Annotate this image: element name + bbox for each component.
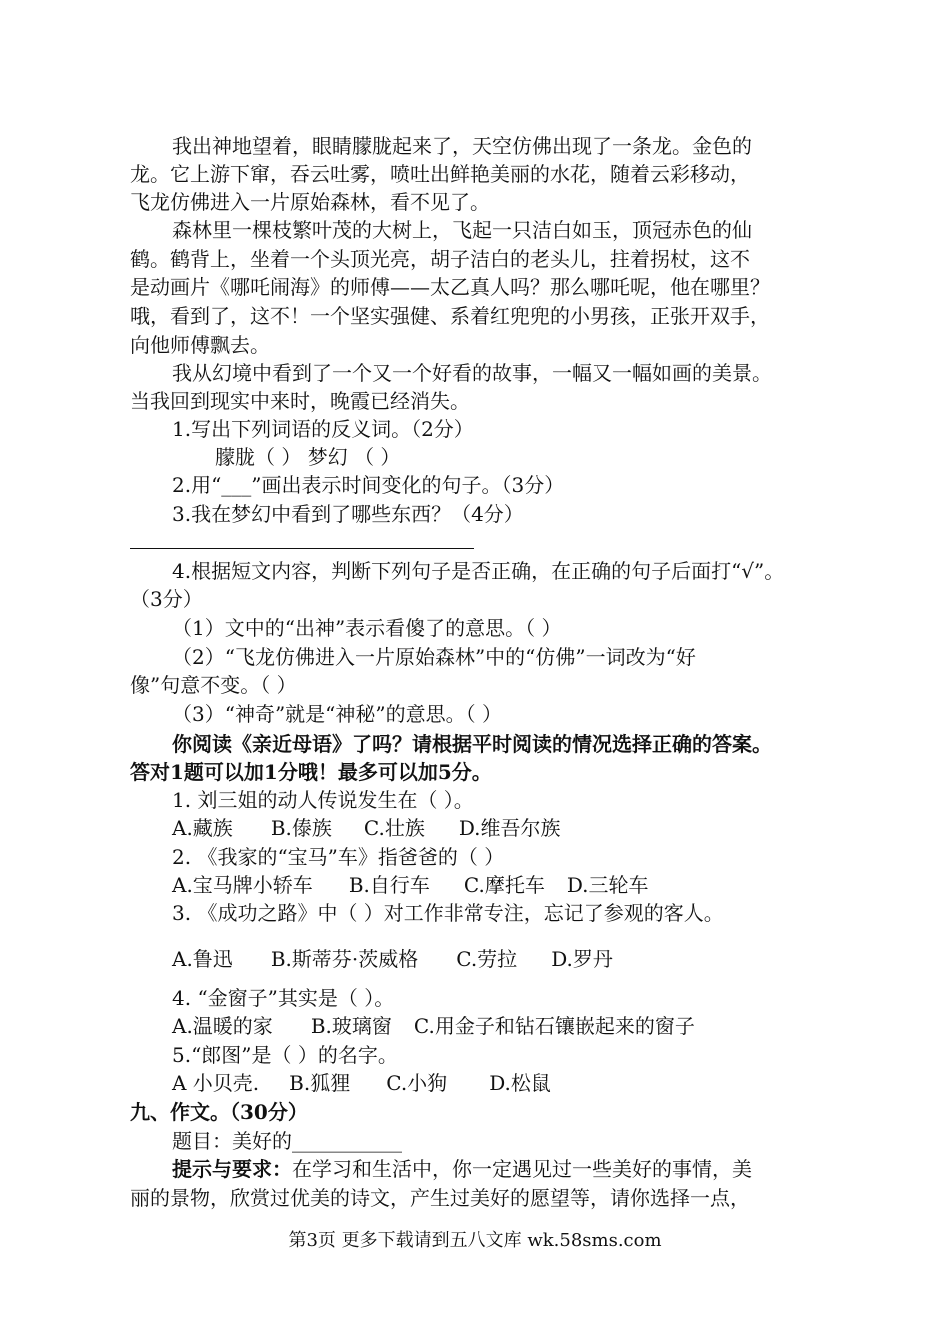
composition-title: 题目：美好的___________ — [172, 1129, 402, 1153]
option: C.摩托车 — [463, 873, 545, 897]
option: C.小狗 — [386, 1071, 448, 1095]
question-1: 1.写出下列词语的反义词。（2分） — [172, 417, 474, 441]
passage-line: 龙。它上游下窜，吞云吐雾，喷吐出鲜艳美丽的水花，随着云彩移动， — [130, 162, 750, 186]
requirements-label: 提示与要求： — [172, 1157, 292, 1181]
bonus-options — [172, 1012, 695, 1040]
question-3: 3.我在梦幻中看到了哪些东西？（4分） — [172, 502, 524, 526]
question-4-item: （2）“飞龙仿佛进入一片原始森林”中的“仿佛”一词改为“好 — [172, 645, 696, 669]
option: C.劳拉 — [456, 947, 518, 971]
composition-requirements: 丽的景物，欣赏过优美的诗文，产生过美好的愿望等，请你选择一点， — [130, 1186, 750, 1210]
option: D.罗丹 — [551, 947, 613, 971]
option: B.自行车 — [348, 873, 430, 897]
bonus-question: 5.“郎图”是（ ）的名字。 — [172, 1043, 398, 1067]
passage-line: 当我回到现实中来时，晚霞已经消失。 — [130, 389, 470, 413]
requirements-text: 在学习和生活中，你一定遇见过一些美好的事情，美 — [292, 1157, 752, 1181]
bonus-options — [172, 945, 613, 973]
bonus-intro: 答对1题可以加1分哦！最多可以加5分。 — [130, 760, 492, 784]
passage-line: 哦，看到了，这不！一个坚实强健、系着红兜兜的小男孩，正张开双手， — [130, 304, 770, 328]
question-2: 2.用“___”画出表示时间变化的句子。（3分） — [172, 473, 565, 497]
bonus-options — [172, 814, 561, 842]
passage-line: 森林里一棵枝繁叶茂的大树上，飞起一只洁白如玉，顶冠赤色的仙 — [172, 218, 752, 242]
passage-line: 是动画片《哪吒闹海》的师傅——太乙真人吗？那么哪吒呢，他在哪里？ — [130, 275, 770, 299]
passage-line: 飞龙仿佛进入一片原始森林，看不见了。 — [130, 190, 490, 214]
option: B.斯蒂芬·茨威格 — [270, 947, 419, 971]
passage-line: 我从幻境中看到了一个又一个好看的故事，一幅又一幅如画的美景。 — [172, 361, 772, 385]
answer-line — [130, 548, 474, 549]
page-footer: 第3页 更多下载请到五八文库 wk.58sms.com — [288, 1230, 662, 1251]
passage-line: 向他师傅飘去。 — [130, 333, 270, 357]
option: A 小贝壳. — [172, 1071, 260, 1095]
option: C.用金子和钻石镶嵌起来的窗子 — [413, 1014, 695, 1038]
option: A.藏族 — [172, 816, 233, 840]
bonus-question: 1. 刘三姐的动人传说发生在（ ）。 — [172, 788, 474, 812]
option: C.壮族 — [363, 816, 425, 840]
question-4-item: 像”句意不变。（ ） — [130, 673, 297, 697]
option: D.三轮车 — [566, 873, 649, 897]
question-4-item: （1）文中的“出神”表示看傻了的意思。（ ） — [172, 616, 562, 640]
option: D.松鼠 — [489, 1071, 551, 1095]
option: B.傣族 — [270, 816, 332, 840]
question-4-score: （3分） — [130, 587, 203, 611]
question-4: 4.根据短文内容，判断下列句子是否正确，在正确的句子后面打“√”。 — [172, 559, 785, 583]
option: B.玻璃窗 — [310, 1014, 392, 1038]
question-4-item: （3）“神奇”就是“神秘”的意思。（ ） — [172, 702, 502, 726]
option: B.狐狸 — [289, 1071, 351, 1095]
bonus-question: 4. “金窗子”其实是（ ）。 — [172, 986, 395, 1010]
bonus-options — [172, 871, 649, 899]
bonus-question: 2. 《我家的“宝马”车》指爸爸的（ ） — [172, 845, 505, 869]
bonus-options — [172, 1069, 551, 1097]
passage-line: 我出神地望着，眼睛朦胧起来了，天空仿佛出现了一条龙。金色的 — [172, 134, 752, 158]
passage-line: 鹤。鹤背上，坐着一个头顶光亮，胡子洁白的老头儿，拄着拐杖，这不 — [130, 247, 750, 271]
question-1-words: 朦胧（ ） 梦幻 （ ） — [215, 445, 401, 469]
bonus-intro: 你阅读《亲近母语》了吗？请根据平时阅读的情况选择正确的答案。 — [172, 732, 772, 756]
bonus-question: 3. 《成功之路》中（ ）对工作非常专注，忘记了参观的客人。 — [172, 901, 724, 925]
option: A.温暖的家 — [172, 1014, 273, 1038]
option: A.宝马牌小轿车 — [172, 873, 313, 897]
section-heading: 九、作文。（30分） — [130, 1100, 308, 1124]
option: A.鲁迅 — [172, 947, 233, 971]
option: D.维吾尔族 — [458, 816, 561, 840]
composition-requirements — [172, 1155, 752, 1183]
